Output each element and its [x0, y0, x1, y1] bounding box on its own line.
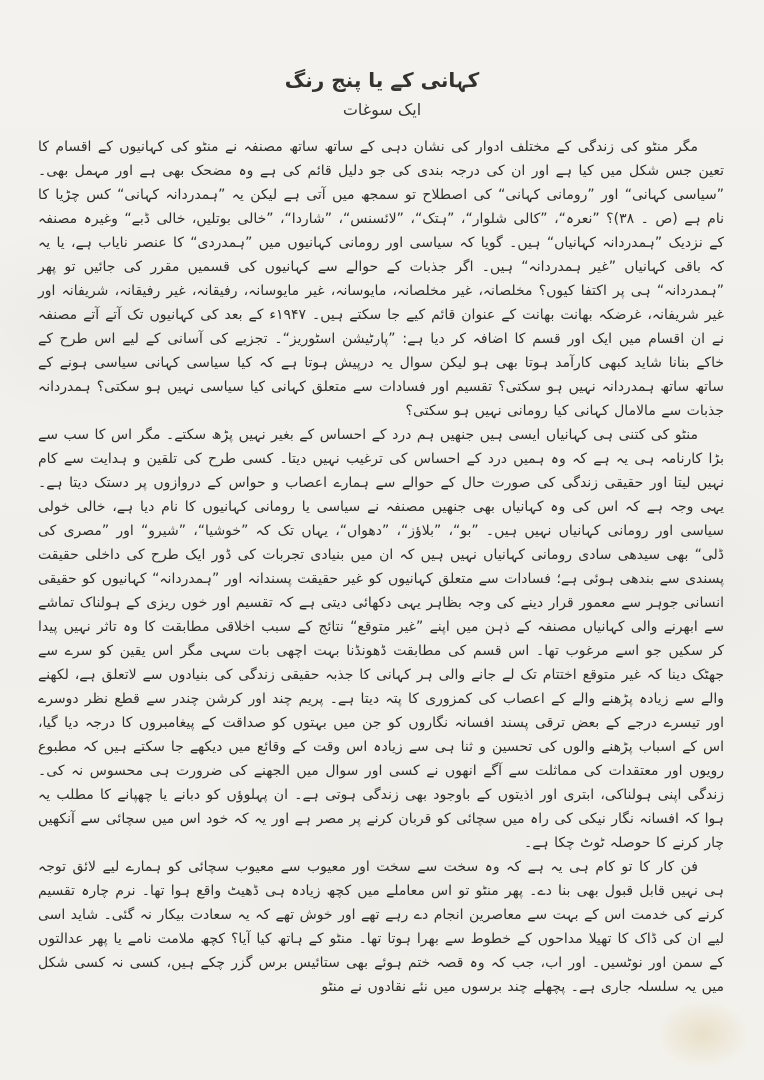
heading-block [0, 0, 764, 119]
page-title: کہانی کے یا پنج رنگ [284, 68, 480, 92]
page-subtitle: ایک سوغات [342, 100, 422, 119]
body-paragraph-1: مگر منٹو کی زندگی کے مختلف ادوار کی نشان دہی کے ساتھ ساتھ مصنفہ نے منٹو کی کہانیوں کے اقسام کا تعین جس شکل میں کیا ہے اور ان کی درجہ بندی کی جو دلیل قائم کی ہے وہ مضحک بھی ہے اور مہمل بھی۔ ”سیاسی کہانی“ اور ”رومانی کہانی“ کی اصطلاح تو سمجھ میں آتی ہے لیکن یہ ”ہمدردانہ کہانی“ کس چڑیا کا نام ہے (ص ۔ ۳۸)؟ ”نعرہ“، ”کالی شلوار“، ”ہتک“، ”لائسنس“، ”شاردا“، ”خالی بوتلیں، خالی ڈبے“ وغیرہ مصنفہ کے نزدیک ”ہمدردانہ کہانیاں“ ہیں۔ گویا کہ سیاسی اور رومانی کہانیوں میں ”ہمدردی“ کا عنصر نایاب ہے، یا یہ کہ باقی کہانیاں ”غیر ہمدردانہ“ ہیں۔ اگر جذبات کے حوالے سے کہانیوں کی قسمیں مقرر کی جائیں تو پھر ”ہمدردانہ“ ہی پر اکتفا کیوں؟ مخلصانہ، غیر مخلصانہ، مایوسانہ، غیر مایوسانہ، رفیقانہ، غیر رفیقانہ، شریفانہ اور غیر شریفانہ، غرضکہ بھانت بھانت کے عنوان قائم کیے جا سکتے ہیں۔ ۱۹۴۷ء کے بعد کی کہانیوں تک آتے آتے مصنفہ نے ان اقسام میں ایک اور قسم کا اضافہ کر دیا ہے: ”پارٹیشن اسٹوریز“۔ تجزیے کی آسانی کے لیے اس طرح کے خاکے بنانا شاید کبھی کارآمد ہوتا بھی ہو لیکن سوال یہ درپیش ہوتا ہے کہ کیا سیاسی کہانی سیاسی ہونے کے ساتھ ساتھ ہمدردانہ نہیں ہو سکتی؟ تقسیم اور فسادات سے متعلق کہانی کیا سیاسی نہیں ہو سکتی؟ ہمدردانہ جذبات سے مالامال کہانی کیا رومانی نہیں ہو سکتی؟ [38, 139, 724, 419]
body-paragraph-2: منٹو کی کتنی ہی کہانیاں ایسی ہیں جنھیں ہم درد کے احساس کے بغیر نہیں پڑھ سکتے۔ مگر اس کا سب سے بڑا کارنامہ ہی یہ ہے کہ وہ ہمیں درد کے احساس کی ترغیب نہیں دیتا۔ کسی طرح کی تلقین و ہدایت سے کام نہیں لیتا اور حقیقی زندگی کی صورت حال کے حوالے سے ہمارے اعصاب و حواس کے دروازوں پر دستک دیتا ہے۔ یہی وجہ ہے کہ اس کی وہ کہانیاں بھی جنھیں مصنفہ نے سیاسی یا رومانی کہانیوں کا نام دیا ہے، خالی خولی سیاسی اور رومانی کہانیاں نہیں ہیں۔ ”بو“، ”بلاؤز“، ”دھواں“، یہاں تک کہ ”خوشیا“، ”شیرو“ اور ”مصری کی ڈلی“ بھی سیدھی سادی رومانی کہانیاں نہیں ہیں کہ ان میں بنیادی تجربات کی ڈور ایک طرح کی داخلی حقیقت پسندی سے بندھی ہوئی ہے؛ فسادات سے متعلق کہانیوں کو غیر حقیقت پسندانہ اور ”ہمدردانہ“ کہانیوں کو حقیقی انسانی جوہر سے معمور قرار دینے کی وجہ بظاہر یہی دکھائی دیتی ہے کہ تقسیم اور خوں ریزی کے ہولناک تماشے سے ابھرنے والی کہانیاں مصنفہ کے ذہن میں اپنے ”غیر متوقع“ نتائج کے سبب اخلاقی مطابقت کا وہ تاثر نہیں پیدا کر سکیں جو اسے مرغوب تھا۔ اس قسم کی مطابقت ڈھونڈنا بہت اچھی بات سہی مگر اس یقین کو سرے سے جھٹک دینا کہ غیر متوقع اختتام تک لے جانے والی ہر کہانی کا جذبہ حقیقی زندگی کی بنیادوں سے لاتعلق ہے، لکھنے والے سے زیادہ پڑھنے والے کے اعصاب کی کمزوری کا پتہ دیتا ہے۔ پریم چند اور کرشن چندر سے قطع نظر دوسرے اور تیسرے درجے کے بعض ترقی پسند افسانہ نگاروں کو جن میں بہتوں کو صداقت کے پیغامبروں کا درجہ دیا گیا، اس کے اسباب پڑھنے والوں کی تحسین و ثنا ہی سے زیادہ اس وقت کے وقائع میں دیکھے جا سکتے ہیں کہ مطبوع رویوں اور معتقدات کی مماثلت سے آگے انھوں نے کسی اور سوال میں الجھنے کی ضرورت ہی محسوس نہ کی۔ زندگی اپنی ہولناکی، ابتری اور اذیتوں کے باوجود بھی زندگی ہوتی ہے۔ ان پہلوؤں کو دبانے یا چھپانے کا مطلب یہ ہوا کہ افسانہ نگار نیکی کی راہ میں سچائی کو قربان کرنے پر مصر ہے اور یہ کہ خود اس میں سچائی سے آنکھیں چار کرنے کا حوصلہ ٹوٹ چکا ہے۔ [38, 427, 724, 851]
page-stain [660, 1002, 746, 1066]
article-body [38, 135, 724, 999]
body-paragraph-3: فن کار کا تو کام ہی یہ ہے کہ وہ سخت سے سخت اور معیوب سے معیوب سچائی کو ہمارے لیے لائق توجہ ہی نہیں قابل قبول بھی بنا دے۔ پھر منٹو تو اس معاملے میں کچھ زیادہ ہی ڈھیٹ واقع ہوا تھا۔ نرم چارہ تقسیم کرنے کی خدمت اس کے بہت سے معاصرین انجام دے رہے تھے اور خوش تھے کہ یہ سعادت بیکار نہ گئی۔ شاید اسی لیے ان کی ڈاک کا تھیلا مداحوں کے خطوط سے بھرا ہوتا تھا۔ منٹو کے ہاتھ کیا آیا؟ کچھ ملامت نامے یا پھر عدالتوں کے سمن اور نوٹسیں۔ اور اب، جب کہ وہ قصہ ختم ہوئے بھی ستائیس برس گزر چکے ہیں، کسی نہ کسی شکل میں یہ سلسلہ جاری ہے۔ پچھلے چند برسوں میں نئے نقادوں نے منٹو [38, 859, 724, 995]
